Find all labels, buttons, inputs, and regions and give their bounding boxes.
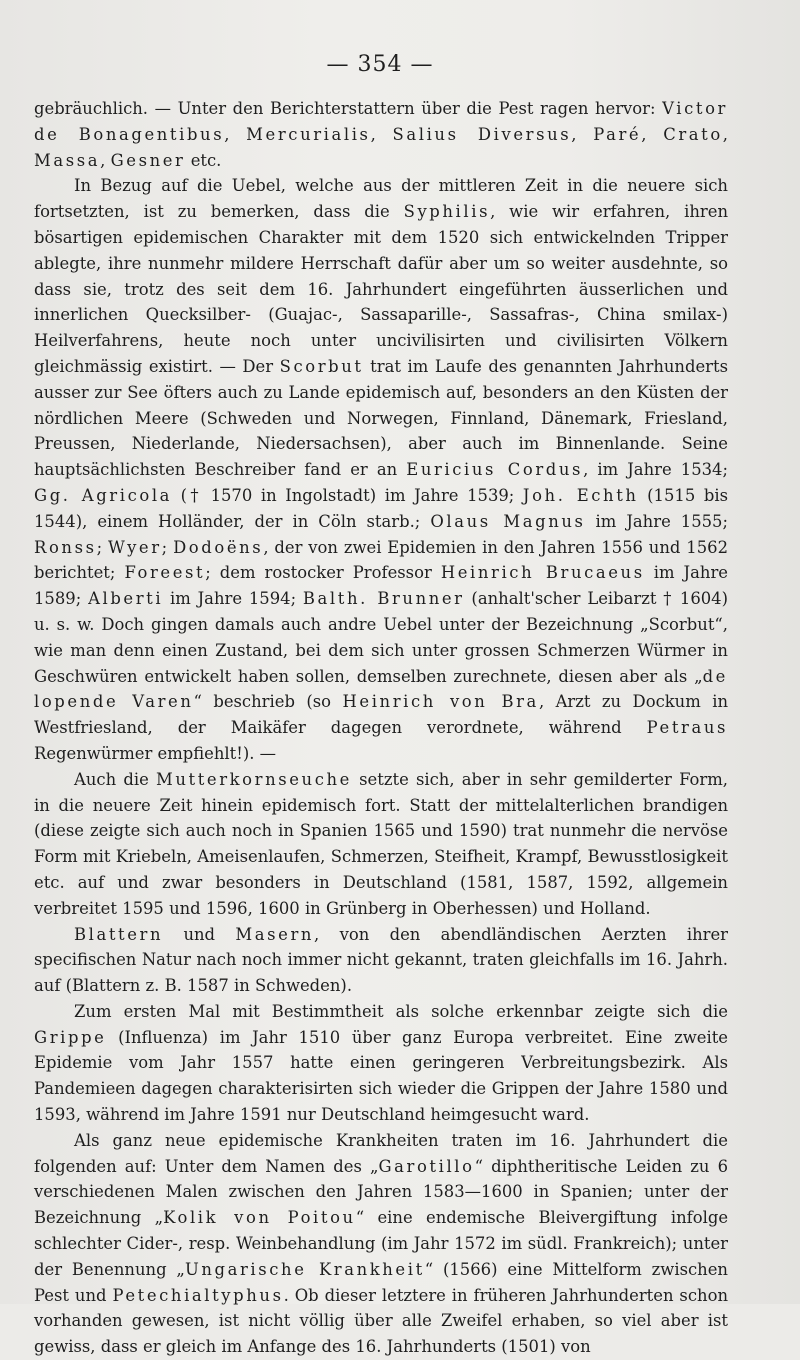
text-run: , im Jahre 1534; <box>583 460 729 480</box>
paragraph <box>34 767 728 922</box>
paragraph <box>34 999 728 1128</box>
paragraph <box>34 173 728 766</box>
text-run: († 1570 in Ingolstadt) im Jahre 1539; <box>172 485 523 505</box>
text-run: im Jahre 1589; <box>34 563 728 609</box>
spaced-name: Crato <box>663 124 723 144</box>
text-run: , <box>722 124 729 144</box>
text-run: “ eine endemische Bleivergiftung infolge schlechter Cider-, resp. Weinbehandlung (im Jahr 1572 im südl. Frankreich); unter der Benennung „ <box>34 1208 729 1279</box>
spaced-name: Mutterkornseuche <box>155 769 352 789</box>
text-run: , <box>370 124 393 144</box>
spaced-name: Kolik von Poitou <box>163 1208 356 1228</box>
text-run: setzte sich, aber in sehr gemilderter Form, in die neuere Zeit hinein epidemisch fort. Statt der mittelalterlichen brandigen (diese zeigte sich auch noch in Spanien 1565 und 1590) trat nunmehr die nervöse Form mit Kriebeln, Ameisenlaufen, Schmerzen, Steifheit, Krampf, Bewusstlosigkeit etc. auf und zwar besonders in Deutschland (1581, 1587, 1592, allgemein verbreitet 1595 und 1596, 1600 in Grünberg in Oberhessen) und Holland. <box>34 769 729 918</box>
text-run: im Jahre 1594; <box>163 589 303 609</box>
text-run: etc. <box>185 150 222 170</box>
text-run: , der von zwei Epidemien in den Jahren 1556 und 1562 berichtet; <box>34 537 728 583</box>
text-run: ; dem rostocker Professor <box>205 563 441 583</box>
text-run: “ beschrieb (so <box>193 692 343 712</box>
text-run: , Arzt zu Dockum in Westfriesland, der Maikäfer dagegen verordnete, während <box>34 692 729 738</box>
spaced-name: Syphilis <box>403 202 491 222</box>
spaced-name: Victor de Bonagentibus <box>34 99 728 144</box>
spaced-name: Foreest <box>124 563 206 583</box>
spaced-name: Balth. Brunner <box>302 589 465 609</box>
text-run: ; <box>96 537 108 557</box>
spaced-name: Joh. Echth <box>522 485 639 505</box>
text-run: Regenwürmer empfiehlt!). — <box>34 743 277 763</box>
spaced-name: Masern <box>235 924 315 944</box>
spaced-name: Dodoëns <box>173 537 264 557</box>
paragraph <box>34 96 728 173</box>
spaced-name: Blattern <box>74 924 164 944</box>
spaced-name: Garotillo <box>378 1156 475 1176</box>
text-run: In Bezug auf die Uebel, welche aus der mittleren Zeit in die neuere sich fortsetzten, ist zu bemerken, dass die <box>34 176 728 222</box>
text-run: gebräuchlich. — Unter den Berichterstattern über die Pest ragen hervor: <box>34 99 663 118</box>
page-number: — 354 — <box>326 52 434 77</box>
spaced-name: Gg. Agricola <box>34 485 173 505</box>
text-run: , <box>224 124 247 144</box>
spaced-name: Heinrich Brucaeus <box>440 563 645 583</box>
spaced-name: Grippe <box>34 1027 107 1047</box>
text-run: . Ob dieser letztere in früheren Jahrhunderten schon vorhanden gewesen, ist nicht völlig über alle Zweifel erhaben, so viel aber ist gewiss, dass er gleich im Anfange des 16. Jahrhunderts (1501) von <box>34 1285 729 1357</box>
spaced-name: Ungarische Krankheit <box>184 1259 425 1279</box>
text-run: , wie wir erfahren, ihren bösartigen epidemischen Charakter mit dem 1520 sich entwickelnden Tripper ablegte, ihre nunmehr mildere Herrschaft dafür aber um so weiter ausdehnte, so dass sie, trotz des seit dem 16. Jahrhundert eingeführten äusserlichen und innerlichen Quecksilber- (Guajac-, Sassaparille-, Sassafras-, China smilax-) Heilverfahrens, heute noch unter uncivilisirten und civilisirten Völkern gleichmässig existirt. — Der <box>34 202 728 376</box>
spaced-name: Alberti <box>88 589 164 609</box>
spaced-name: Ronss <box>34 537 97 557</box>
text-run: (anhalt'scher Leibarzt † 1604) u. s. w. Doch gingen damals auch andre Uebel unter der Bezeichnung „Scorbut“, wie man denn einen Zustand, bei dem sich unter grossen Schmerzen Würmer in Geschwüren entwickelt haben sollen, demselben zurechnete, diesen aber als „ <box>34 589 728 686</box>
text-run: Als ganz neue epidemische Krankheiten traten im 16. Jahrhundert die folgenden auf: Unter dem Namen des „ <box>34 1130 728 1176</box>
paragraph <box>34 922 728 999</box>
text-run: (Influenza) im Jahr 1510 über ganz Europa verbreitet. Eine zweite Epidemie vom Jahr 1557 hatte einen geringeren Verbreitungsbezirk. Als Pandemieen dagegen charakterisirten sich wieder die Grippen der Jahre 1580 und 1593, während im Jahre 1591 nur Deutschland heimgesucht ward. <box>34 1027 728 1125</box>
text-run: , von den abendländischen Aerzten ihrer specifischen Natur nach noch immer nicht gekannt, traten gleichfalls im 16. Jahrh. auf (Blattern z. B. 1587 in Schweden). <box>34 924 729 996</box>
text-run: Auch die <box>74 769 156 789</box>
body-text <box>34 96 728 1360</box>
spaced-name: Wyer <box>107 537 162 557</box>
text-run: , <box>571 124 594 144</box>
text-run: ; <box>161 537 174 557</box>
spaced-name: Petraus <box>646 718 728 738</box>
text-run: und <box>163 924 236 944</box>
spaced-name: Paré <box>593 124 642 144</box>
text-run: im Jahre 1555; <box>585 511 729 531</box>
text-run: “ (1566) eine Mittelform zwischen Pest und <box>34 1259 728 1305</box>
spaced-name: Gesner <box>110 150 186 170</box>
text-run: , <box>100 150 111 170</box>
text-run: trat im Laufe des genannten Jahrhunderts ausser zur See öfters auch zu Lande epidemisch auf, besonders an den Küsten der nördlichen Meere (Schweden und Norwegen, Finnland, Dänemark, Friesland, Preussen, Niederlande, Niedersachsen), aber auch im Binnenlande. Seine hauptsächlichsten Beschreiber fand er an <box>34 356 729 480</box>
spaced-name: Petechialtyphus <box>112 1285 284 1305</box>
text-run: “ diphtheritische Leiden zu 6 verschiedenen Malen zwischen den Jahren 1583—1600 in Spanien; unter der Bezeichnung „ <box>34 1156 729 1228</box>
spaced-name: Euricius Cordus <box>406 460 584 480</box>
text-run: Zum ersten Mal mit Bestimmtheit als solche erkennbar zeigte sich die <box>74 1001 728 1021</box>
spaced-name: Heinrich von Bra <box>342 692 539 712</box>
spaced-name: Massa <box>34 150 101 170</box>
spaced-name: Olaus Magnus <box>430 511 586 531</box>
text-run: , <box>641 124 664 144</box>
text-run: (1515 bis 1544), einem Holländer, der in Cöln starb.; <box>34 485 728 531</box>
spaced-name: Scorbut <box>279 356 364 376</box>
spaced-name: de lopende Varen <box>34 666 728 712</box>
spaced-name: Mercurialis <box>246 124 371 144</box>
spaced-name: Salius Diversus <box>392 124 572 144</box>
paragraph <box>34 1128 728 1360</box>
